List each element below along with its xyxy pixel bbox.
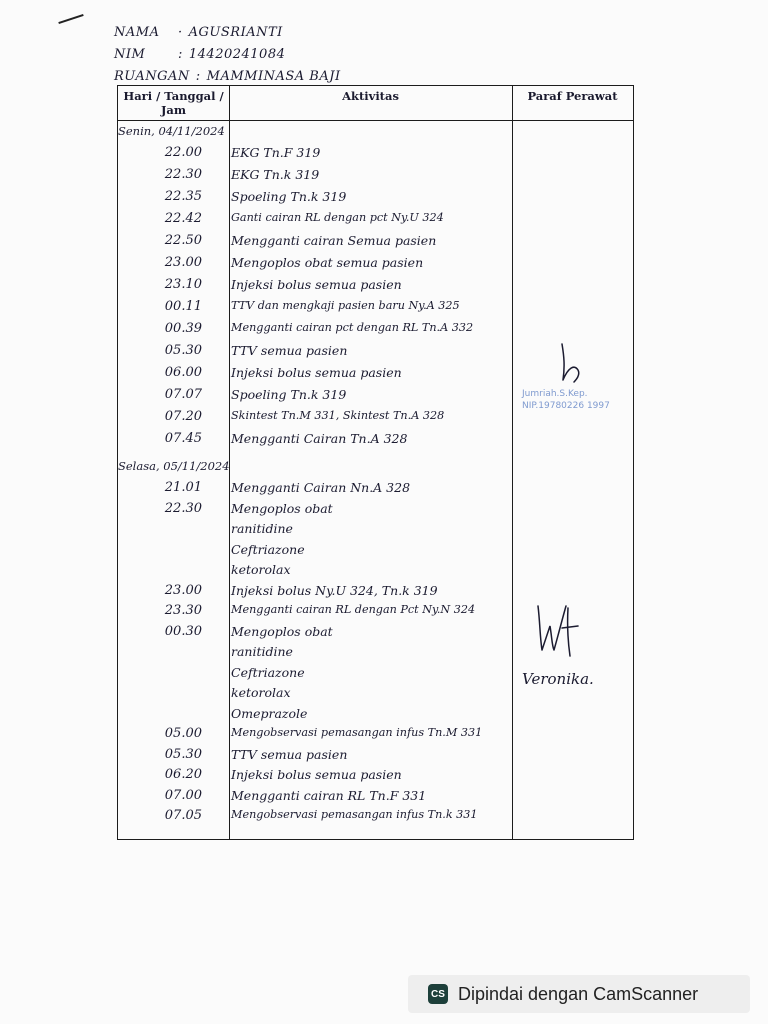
entry-activity: Mengganti cairan pct dengan RL Tn.A 332	[231, 321, 474, 334]
entry-time: 06.20	[164, 767, 202, 782]
entry-time: 00.11	[164, 299, 202, 314]
pen-mark	[58, 14, 83, 24]
entry-time: 07.07	[164, 387, 202, 402]
name-value: AGUSRIANTI	[188, 25, 283, 40]
entry-activity: Ganti cairan RL dengan pct Ny.U 324	[231, 211, 444, 224]
room-label: RUANGAN	[114, 69, 190, 84]
nurse2-signature	[534, 598, 580, 660]
day-column-header-line1: Hari / Tanggal /	[123, 89, 224, 103]
entry-activity: Omeprazole	[231, 705, 308, 721]
entry-activity: ranitidine	[231, 644, 293, 659]
entry-activity: Mengobservasi pemasangan infus Tn.M 331	[231, 726, 483, 739]
entry-activity: Mengganti cairan Semua pasien	[231, 233, 437, 248]
nim-label: NIM	[114, 47, 146, 62]
entry-time: 07.00	[164, 787, 202, 803]
nurse2-name: Veronika.	[522, 670, 594, 688]
entry-time: 05.30	[164, 343, 202, 358]
entry-activity: Ceftriazone	[231, 664, 305, 680]
entry-time: 07.45	[164, 431, 202, 446]
entry-time: 07.20	[164, 409, 202, 424]
entry-activity: ketorolax	[231, 562, 291, 577]
entry-activity: Injeksi bolus semua pasien	[231, 365, 402, 380]
day1-date: Senin, 04/11/2024	[118, 124, 225, 138]
entry-activity: Mengobservasi pemasangan infus Tn.k 331	[231, 808, 478, 821]
name-label: NAMA	[114, 25, 160, 40]
entry-activity: Mengganti Cairan Nn.A 328	[231, 480, 411, 495]
room-separator: :	[195, 69, 201, 84]
entry-activity: ketorolax	[231, 685, 291, 700]
entry-time: 05.30	[164, 746, 202, 762]
entry-activity: Mengoplos obat semua pasien	[231, 255, 424, 270]
column-divider	[512, 86, 513, 839]
sign-column-header: Paraf Perawat	[527, 89, 618, 103]
day-column-header-line2: Jam	[160, 103, 187, 117]
entry-time: 06.00	[164, 365, 202, 380]
camscanner-text: Dipindai dengan CamScanner	[458, 983, 699, 1004]
nim-separator: :	[178, 47, 183, 62]
student-header	[114, 22, 341, 88]
entry-time: 00.39	[164, 321, 202, 336]
entry-time: 22.30	[164, 167, 202, 182]
day2-date: Selasa, 05/11/2024	[118, 459, 230, 473]
stamp-id: NIP.19780226 1997	[522, 401, 610, 411]
nurse1-stamp	[522, 388, 610, 412]
entry-time: 22.42	[164, 211, 202, 226]
entry-time: 23.10	[164, 277, 202, 292]
entry-activity: Injeksi bolus semua pasien	[231, 767, 402, 782]
activity-column-header: Aktivitas	[342, 89, 399, 103]
entry-activity: Spoeling Tn.k 319	[231, 387, 347, 402]
nim-row	[114, 44, 341, 66]
name-row	[114, 22, 341, 44]
entry-time: 23.00	[164, 582, 202, 598]
stamp-name: Jumriah.S.Kep.	[522, 389, 588, 399]
entry-activity: TTV semua pasien	[231, 343, 348, 358]
entry-activity: TTV dan mengkaji pasien baru Ny.A 325	[231, 299, 460, 312]
entry-time: 22.50	[164, 233, 202, 248]
entry-activity: Mengganti cairan RL dengan Pct Ny.N 324	[231, 603, 476, 616]
camscanner-watermark	[408, 975, 750, 1013]
entry-activity: Injeksi bolus semua pasien	[231, 277, 402, 292]
entry-time: 23.00	[164, 255, 202, 270]
entry-activity: Mengganti Cairan Tn.A 328	[231, 431, 408, 446]
entry-activity: Mengoplos obat	[231, 623, 333, 639]
entry-time: 22.35	[164, 189, 202, 204]
day-column-header	[118, 86, 229, 120]
entry-time: 05.00	[164, 726, 202, 741]
entry-activity: ranitidine	[231, 521, 293, 536]
camscanner-logo-icon: CS	[428, 984, 448, 1004]
entry-time: 23.30	[164, 603, 202, 618]
entry-activity: Skintest Tn.M 331, Skintest Tn.A 328	[231, 409, 445, 422]
entry-activity: Mengoplos obat	[231, 500, 333, 516]
entry-time: 22.00	[164, 145, 202, 160]
entry-time: 22.30	[164, 500, 202, 516]
entry-time: 07.05	[164, 808, 202, 823]
nurse1-signature	[556, 338, 586, 386]
entry-activity: EKG Tn.k 319	[231, 167, 320, 182]
room-value: MAMMINASA BAJI	[206, 69, 341, 84]
entry-time: 21.01	[164, 480, 202, 495]
nim-value: 14420241084	[188, 47, 286, 62]
entry-time: 00.30	[164, 623, 202, 639]
header-divider	[118, 120, 633, 121]
name-separator: ·	[178, 25, 183, 40]
entry-activity: Mengganti cairan RL Tn.F 331	[231, 787, 427, 803]
entry-activity: EKG Tn.F 319	[231, 145, 321, 160]
entry-activity: TTV semua pasien	[231, 746, 348, 762]
entry-activity: Injeksi bolus Ny.U 324, Tn.k 319	[231, 582, 438, 598]
entry-activity: Spoeling Tn.k 319	[231, 189, 347, 204]
entry-activity: Ceftriazone	[231, 541, 305, 557]
